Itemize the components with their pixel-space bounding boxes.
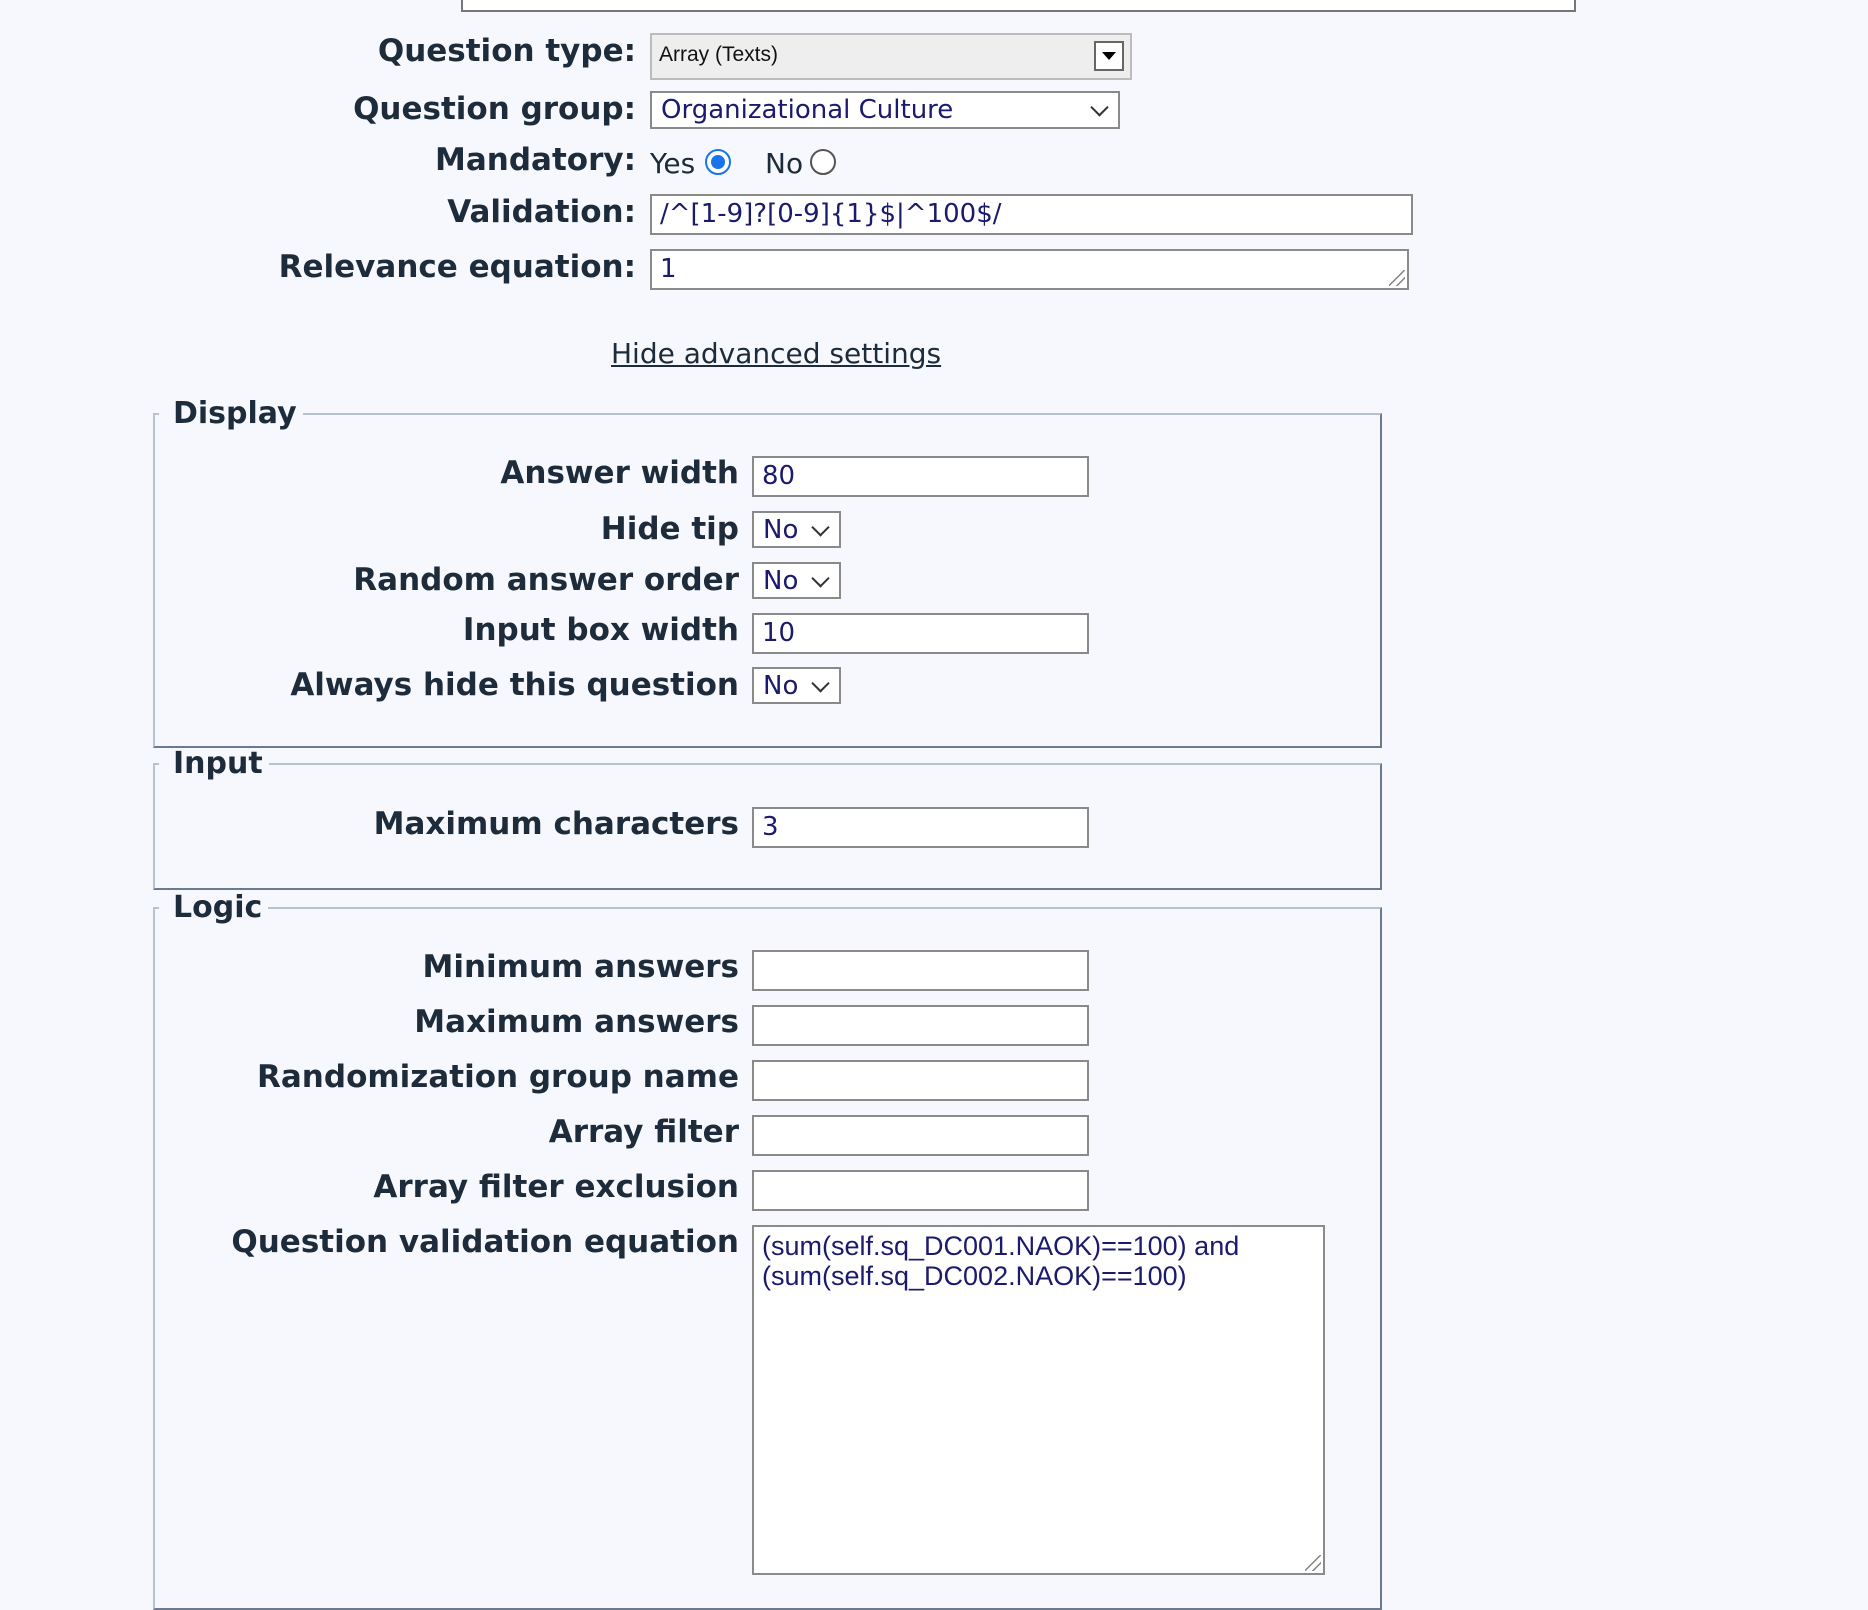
hide-tip-value: No: [763, 515, 799, 545]
question-type-select[interactable]: [650, 33, 1132, 80]
random-answer-order-select[interactable]: [752, 562, 841, 599]
chevron-down-icon: [1090, 98, 1108, 116]
question-group-select[interactable]: [650, 91, 1120, 129]
question-validation-equation-textarea[interactable]: [752, 1225, 1325, 1575]
qv-equation-line-1: (sum(self.sq_DC001.NAOK)==100) and: [762, 1231, 1240, 1261]
relevance-textarea[interactable]: [650, 249, 1409, 290]
answer-width-input[interactable]: 80: [752, 456, 1089, 497]
question-type-value: Array (Texts): [659, 43, 779, 66]
relevance-label: Relevance equation:: [278, 249, 636, 285]
maximum-characters-input[interactable]: 3: [752, 807, 1089, 848]
dropdown-arrow-icon[interactable]: [1094, 41, 1124, 71]
minimum-answers-label: Minimum answers: [422, 949, 739, 985]
chevron-down-icon: [811, 569, 829, 587]
validation-input[interactable]: /^[1-9]?[0-9]{1}$|^100$/: [650, 194, 1413, 235]
always-hide-label: Always hide this question: [290, 667, 739, 703]
maximum-characters-label: Maximum characters: [373, 806, 739, 842]
top-container-edge: [461, 0, 1576, 12]
randomization-group-input[interactable]: [752, 1060, 1089, 1101]
maximum-answers-input[interactable]: [752, 1005, 1089, 1046]
resize-grip-icon[interactable]: [1305, 1555, 1321, 1571]
random-answer-order-value: No: [763, 566, 799, 596]
relevance-value: 1: [660, 254, 677, 284]
display-legend: Display: [173, 396, 297, 431]
always-hide-value: No: [763, 671, 799, 701]
input-box-width-input[interactable]: 10: [752, 613, 1089, 654]
mandatory-label: Mandatory:: [435, 142, 636, 178]
mandatory-no-label: No: [765, 147, 804, 180]
mandatory-yes-label: Yes: [650, 147, 696, 180]
mandatory-no-radio[interactable]: [810, 149, 836, 175]
question-validation-equation-label: Question validation equation: [231, 1224, 739, 1260]
validation-label: Validation:: [447, 194, 636, 230]
always-hide-select[interactable]: [752, 667, 841, 704]
chevron-down-icon: [811, 518, 829, 536]
hide-advanced-settings-link[interactable]: Hide advanced settings: [611, 337, 942, 370]
mandatory-yes-radio[interactable]: [705, 149, 731, 175]
qv-equation-line-2: (sum(self.sq_DC002.NAOK)==100): [762, 1261, 1187, 1291]
input-legend: Input: [173, 746, 263, 781]
maximum-answers-label: Maximum answers: [414, 1004, 739, 1040]
hide-tip-select[interactable]: [752, 511, 841, 548]
array-filter-input[interactable]: [752, 1115, 1089, 1156]
randomization-group-label: Randomization group name: [257, 1059, 739, 1095]
answer-width-label: Answer width: [500, 455, 739, 491]
question-group-label: Question group:: [353, 91, 636, 127]
resize-grip-icon[interactable]: [1389, 270, 1405, 286]
hide-tip-label: Hide tip: [600, 511, 739, 547]
array-filter-label: Array filter: [548, 1114, 739, 1150]
array-filter-exclusion-label: Array filter exclusion: [373, 1169, 739, 1205]
question-type-label: Question type:: [377, 33, 636, 69]
chevron-down-icon: [811, 674, 829, 692]
minimum-answers-input[interactable]: [752, 950, 1089, 991]
random-answer-order-label: Random answer order: [353, 562, 739, 598]
question-group-value: Organizational Culture: [661, 95, 954, 125]
input-box-width-label: Input box width: [462, 612, 739, 648]
logic-legend: Logic: [173, 890, 263, 925]
array-filter-exclusion-input[interactable]: [752, 1170, 1089, 1211]
